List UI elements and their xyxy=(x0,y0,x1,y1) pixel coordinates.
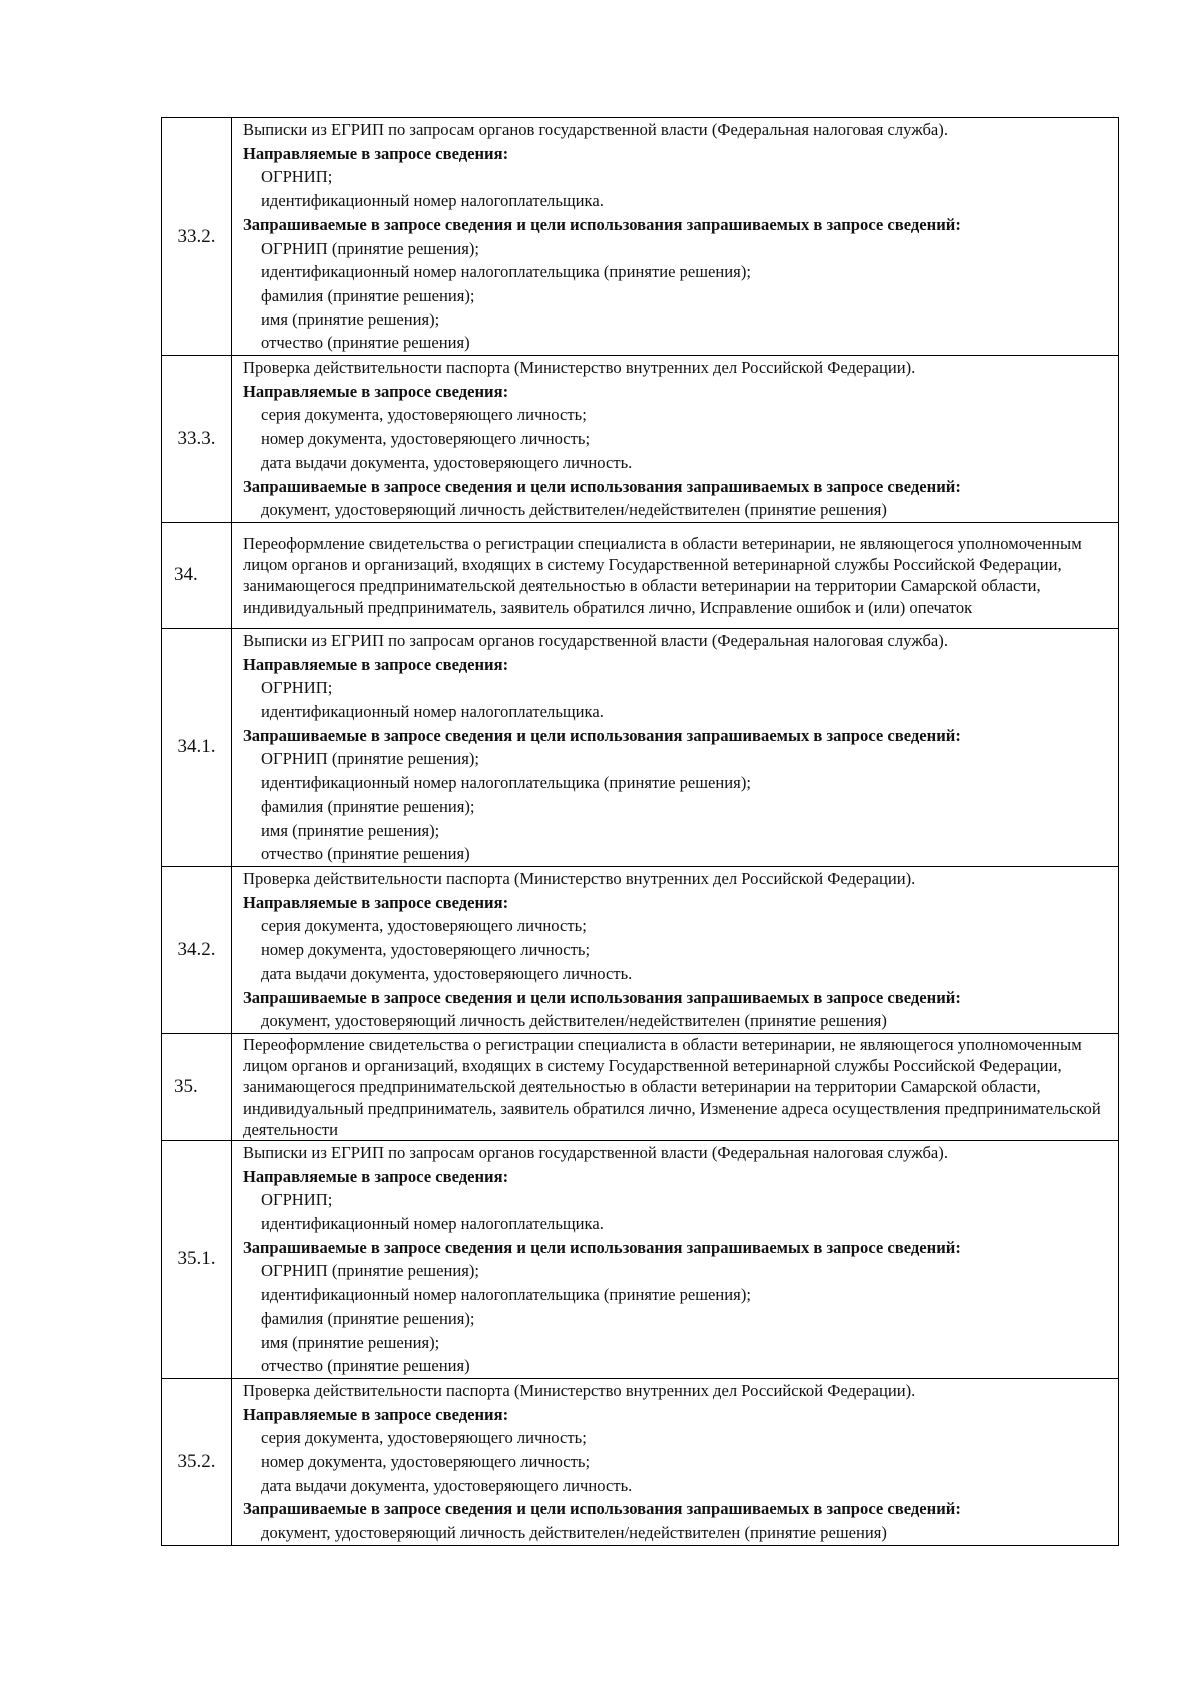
row-number: 33.3. xyxy=(162,356,232,523)
table-row xyxy=(162,1378,1119,1545)
sent-header: Направляемые в запросе сведения: xyxy=(243,892,509,912)
table-row xyxy=(162,866,1119,1033)
sent-item: серия документа, удостоверяющего личность; xyxy=(261,1428,587,1448)
request-title: Проверка действительности паспорта (Министерство внутренних дел Российской Федерации). xyxy=(243,868,916,888)
sent-item: идентификационный номер налогоплательщика. xyxy=(261,191,604,211)
requested-item: идентификационный номер налогоплательщика (принятие решения); xyxy=(261,262,751,282)
requested-item: имя (принятие решения); xyxy=(261,309,440,329)
sent-item: номер документа, удостоверяющего личность; xyxy=(261,940,591,960)
sent-item: ОГРНИП; xyxy=(261,678,333,698)
request-title: Выписки из ЕГРИП по запросам органов государственной власти (Федеральная налоговая служба). xyxy=(243,630,948,650)
requested-header: Запрашиваемые в запросе сведения и цели использования запрашиваемых в запросе сведений: xyxy=(243,1237,961,1257)
requested-header: Запрашиваемые в запросе сведения и цели использования запрашиваемых в запросе сведений: xyxy=(243,987,961,1007)
sent-item: серия документа, удостоверяющего личность; xyxy=(261,405,587,425)
requested-item: идентификационный номер налогоплательщика (принятие решения); xyxy=(261,773,751,793)
row-number: 35. xyxy=(162,1033,232,1140)
sent-item: номер документа, удостоверяющего личность; xyxy=(261,429,591,449)
sent-header: Направляемые в запросе сведения: xyxy=(243,143,509,163)
requests-table xyxy=(161,117,1119,1546)
row-content xyxy=(232,1140,1119,1378)
table-row xyxy=(162,1140,1119,1378)
table-row xyxy=(162,522,1119,628)
row-number: 34. xyxy=(162,522,232,628)
table-row xyxy=(162,118,1119,356)
request-title: Выписки из ЕГРИП по запросам органов государственной власти (Федеральная налоговая служба). xyxy=(243,120,948,139)
row-number: 35.1. xyxy=(162,1140,232,1378)
table-row xyxy=(162,356,1119,523)
requested-header: Запрашиваемые в запросе сведения и цели использования запрашиваемых в запросе сведений: xyxy=(243,1499,961,1519)
sent-item: ОГРНИП; xyxy=(261,1190,333,1210)
request-title: Проверка действительности паспорта (Министерство внутренних дел Российской Федерации). xyxy=(243,1380,916,1400)
requested-item: имя (принятие решения); xyxy=(261,820,440,840)
requested-item: ОГРНИП (принятие решения); xyxy=(261,749,479,769)
request-title: Выписки из ЕГРИП по запросам органов государственной власти (Федеральная налоговая служба). xyxy=(243,1142,948,1162)
sent-item: ОГРНИП; xyxy=(261,167,333,187)
sent-item: идентификационный номер налогоплательщика. xyxy=(261,702,604,722)
table-row xyxy=(162,628,1119,866)
requested-header: Запрашиваемые в запросе сведения и цели использования запрашиваемых в запросе сведений: xyxy=(243,725,961,745)
sent-header: Направляемые в запросе сведения: xyxy=(243,1166,509,1186)
sent-item: дата выдачи документа, удостоверяющего личность. xyxy=(261,452,633,472)
requested-item: документ, удостоверяющий личность действителен/недействителен (принятие решения) xyxy=(261,500,887,520)
requested-item: ОГРНИП (принятие решения); xyxy=(261,238,479,258)
requested-item: идентификационный номер налогоплательщика (принятие решения); xyxy=(261,1285,751,1305)
service-description: Переоформление свидетельства о регистрации специалиста в области ветеринарии, не являющегося уполномоченным лицом органов и организаций, входящих в систему Государственной ветеринарной службы Российской Федерации, занимающегося предпринимательской деятельностью в области ветеринарии на территории Самарской области, индивидуальный предприниматель, заявитель обратился лично, Исправление ошибок и (или) опечаток xyxy=(243,534,1082,617)
row-content xyxy=(232,356,1119,523)
request-title: Проверка действительности паспорта (Министерство внутренних дел Российской Федерации). xyxy=(243,358,916,378)
requested-item: отчество (принятие решения) xyxy=(261,1356,470,1376)
sent-header: Направляемые в запросе сведения: xyxy=(243,381,509,401)
requested-item: отчество (принятие решения) xyxy=(261,844,470,864)
row-content xyxy=(232,118,1119,356)
row-content xyxy=(232,1033,1119,1140)
row-content xyxy=(232,522,1119,628)
row-number: 35.2. xyxy=(162,1378,232,1545)
requested-item: фамилия (принятие решения); xyxy=(261,796,475,816)
sent-item: идентификационный номер налогоплательщика. xyxy=(261,1214,604,1234)
sent-item: дата выдачи документа, удостоверяющего личность. xyxy=(261,1475,633,1495)
table-row xyxy=(162,1033,1119,1140)
requested-header: Запрашиваемые в запросе сведения и цели использования запрашиваемых в запросе сведений: xyxy=(243,214,961,234)
requested-item: ОГРНИП (принятие решения); xyxy=(261,1261,479,1281)
requested-item: имя (принятие решения); xyxy=(261,1332,440,1352)
row-number: 34.2. xyxy=(162,866,232,1033)
row-content xyxy=(232,1378,1119,1545)
requested-item: отчество (принятие решения) xyxy=(261,333,470,353)
row-number: 33.2. xyxy=(162,118,232,356)
requested-item: документ, удостоверяющий личность действителен/недействителен (принятие решения) xyxy=(261,1523,887,1543)
requested-item: документ, удостоверяющий личность действителен/недействителен (принятие решения) xyxy=(261,1011,887,1031)
row-content xyxy=(232,628,1119,866)
row-number: 34.1. xyxy=(162,628,232,866)
sent-item: номер документа, удостоверяющего личность; xyxy=(261,1452,591,1472)
sent-header: Направляемые в запросе сведения: xyxy=(243,654,509,674)
requested-item: фамилия (принятие решения); xyxy=(261,285,475,305)
requested-header: Запрашиваемые в запросе сведения и цели использования запрашиваемых в запросе сведений: xyxy=(243,476,961,496)
requested-item: фамилия (принятие решения); xyxy=(261,1308,475,1328)
row-content xyxy=(232,866,1119,1033)
sent-item: серия документа, удостоверяющего личность; xyxy=(261,916,587,936)
sent-header: Направляемые в запросе сведения: xyxy=(243,1404,509,1424)
service-description: Переоформление свидетельства о регистрации специалиста в области ветеринарии, не являющегося уполномоченным лицом органов и организаций, входящих в систему Государственной ветеринарной службы Российской Федерации, занимающегося предпринимательской деятельностью в области ветеринарии на территории Самарской области, индивидуальный предприниматель, заявитель обратился лично, Изменение адреса осуществления предпринимательской деятельности xyxy=(243,1034,1101,1139)
sent-item: дата выдачи документа, удостоверяющего личность. xyxy=(261,963,633,983)
